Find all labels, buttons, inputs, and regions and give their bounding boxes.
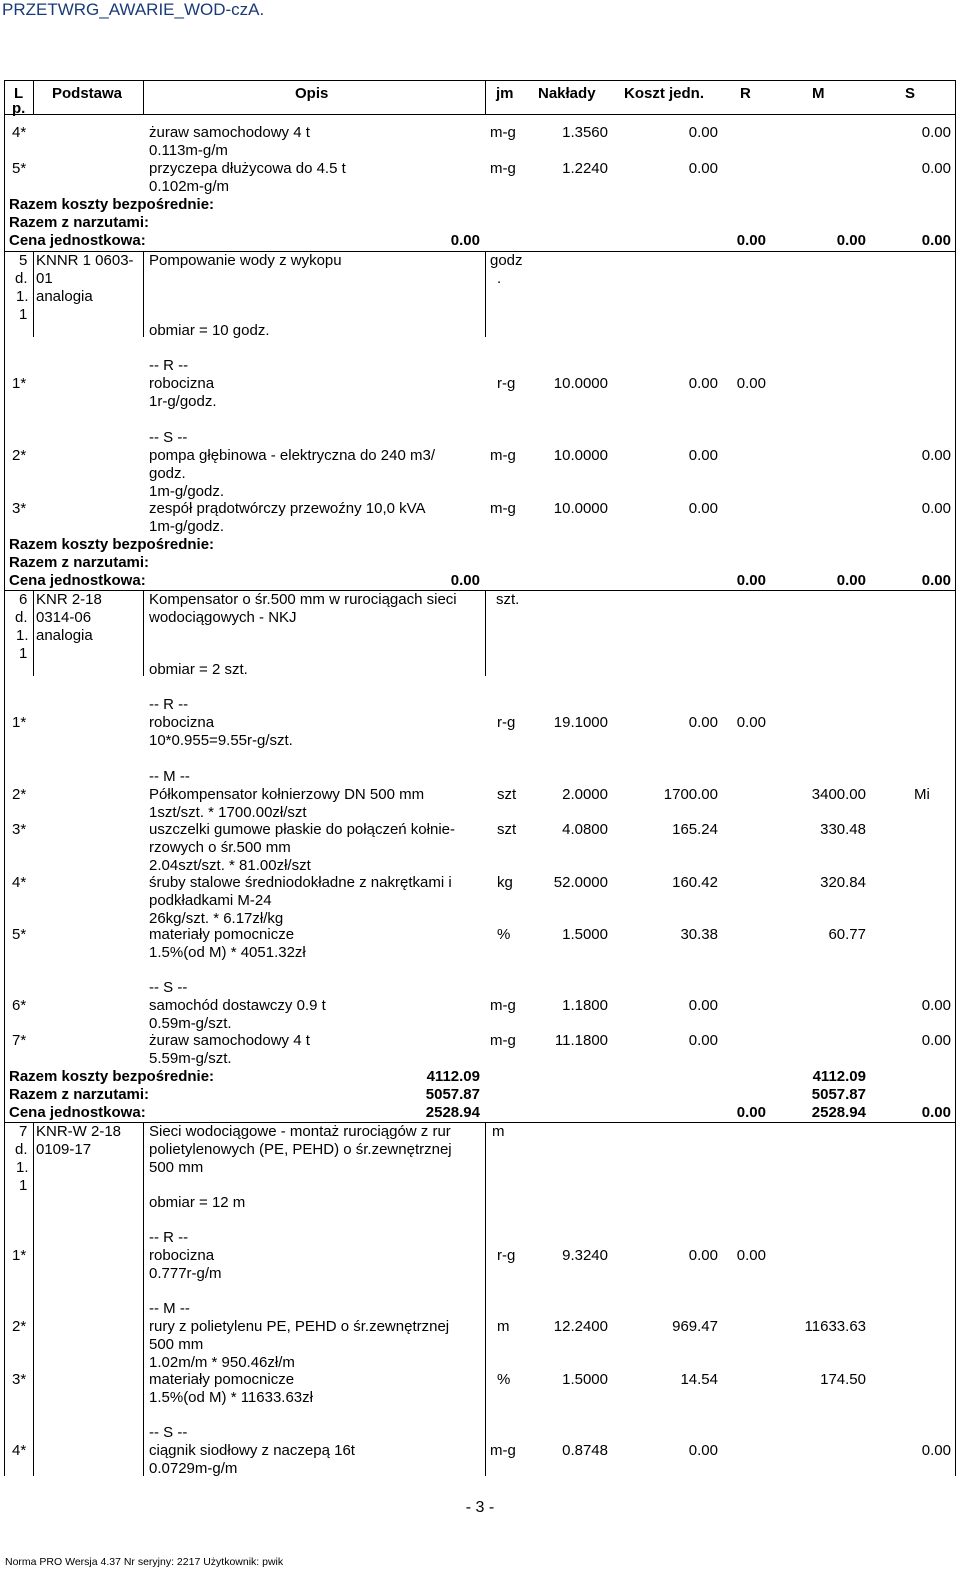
pos6-row1-no: 1* — [12, 714, 27, 731]
pos6-row7-koszt: 0.00 — [688, 1032, 718, 1049]
pos6-podstawa-1: KNR 2-18 — [36, 591, 102, 608]
pos6-section-s: -- S -- — [149, 979, 188, 996]
pos7-row1-opis-1: robocizna — [149, 1247, 215, 1264]
pos6-row2-no: 2* — [12, 786, 27, 803]
pos5-cena-label: Cena jednostkowa: — [9, 572, 146, 589]
header-m: M — [812, 85, 825, 102]
pos7-lp-1: 7 — [19, 1123, 28, 1140]
pos5-row3-no: 3* — [12, 500, 27, 517]
pos4-row5-koszt: 0.00 — [688, 160, 718, 177]
pos5-opis: Pompowanie wody z wykopu — [149, 252, 342, 269]
pos7-row3-m: 174.50 — [820, 1371, 866, 1388]
pos4-row5-opis-1: przyczepa dłużycowa do 4.5 t — [149, 160, 346, 177]
page-number: - 3 - — [465, 1499, 495, 1516]
pos5-row1-opis-2: 1r-g/godz. — [149, 393, 217, 410]
pos5-row1-r: 0.00 — [736, 375, 766, 392]
pos5-row3-koszt: 0.00 — [688, 500, 718, 517]
pos6-cena-m: 2528.94 — [811, 1104, 866, 1121]
pos7-section-m: -- M -- — [149, 1300, 190, 1317]
pos5-divider-opis — [485, 251, 486, 337]
pos6-row2-naklady: 2.0000 — [562, 786, 608, 803]
pos7-opis-2: polietylenowych (PE, PEHD) o śr.zewnętrznej — [149, 1141, 452, 1158]
pos7-row4-jm: m-g — [490, 1442, 516, 1459]
pos6-row4-koszt: 160.42 — [672, 874, 718, 891]
table-right-border — [955, 80, 956, 1476]
pos6-lp-3: 1. — [16, 627, 29, 644]
pos6-row7-naklady: 11.1800 — [554, 1032, 608, 1049]
pos5-razem-bezp-label: Razem koszty bezpośrednie: — [9, 536, 215, 553]
table-top-border — [4, 80, 956, 81]
pos7-row3-opis-2: 1.5%(od M) * 11633.63zł — [149, 1389, 313, 1406]
pos7-jm: m — [492, 1123, 505, 1140]
pos5-row3-naklady: 10.0000 — [553, 500, 608, 517]
pos7-divider-lp — [33, 1122, 34, 1476]
pos6-razem-bezp-label: Razem koszty bezpośrednie: — [9, 1068, 215, 1085]
pos5-cena-m: 0.00 — [836, 572, 866, 589]
pos6-row7-no: 7* — [12, 1032, 27, 1049]
pos5-row2-s: 0.00 — [921, 447, 951, 464]
pos7-section-r: -- R -- — [149, 1229, 189, 1246]
pos4-row5-no: 5* — [12, 160, 27, 177]
pos6-row3-opis-1: uszczelki gumowe płaskie do połączeń kołnie- — [149, 821, 455, 838]
pos6-divider-opis — [485, 590, 486, 676]
pos7-row4-koszt: 0.00 — [688, 1442, 718, 1459]
pos7-podstawa-1: KNR-W 2-18 — [36, 1123, 122, 1140]
pos4-razem-bezp-label: Razem koszty bezpośrednie: — [9, 196, 215, 213]
pos5-lp-4: 1 — [19, 306, 28, 323]
pos6-row5-no: 5* — [12, 926, 27, 943]
pos7-row4-s: 0.00 — [921, 1442, 951, 1459]
pos5-row1-opis-1: robocizna — [149, 375, 215, 392]
pos6-row7-opis-1: żuraw samochodowy 4 t — [149, 1032, 310, 1049]
pos6-razem-narz-label: Razem z narzutami: — [9, 1086, 150, 1103]
pos7-podstawa-2: 0109-17 — [36, 1141, 92, 1158]
pos6-row3-naklady: 4.0800 — [562, 821, 608, 838]
pos7-divider-podstawa — [143, 1122, 144, 1476]
pos6-row6-no: 6* — [12, 997, 27, 1014]
pos7-row3-jm: % — [497, 1371, 511, 1388]
pos6-row1-naklady: 19.1000 — [553, 714, 608, 731]
pos6-row4-opis-3: 26kg/szt. * 6.17zł/kg — [149, 910, 284, 927]
pos7-row3-opis-1: materiały pomocnicze — [149, 1371, 295, 1388]
header-r: R — [740, 85, 751, 102]
pos5-row2-opis-3: 1m-g/godz. — [149, 483, 225, 500]
pos6-row6-koszt: 0.00 — [688, 997, 718, 1014]
pos6-divider-podstawa — [143, 590, 144, 676]
pos6-row5-opis-2: 1.5%(od M) * 4051.32zł — [149, 944, 306, 961]
pos6-opis-2: wodociągowych - NKJ — [149, 609, 297, 626]
pos5-divider-podstawa — [143, 251, 144, 337]
pos6-row1-opis-2: 10*0.955=9.55r-g/szt. — [149, 732, 293, 749]
pos4-razem-narz-label: Razem z narzutami: — [9, 214, 150, 231]
pos5-podstawa-3: analogia — [36, 288, 93, 305]
pos5-row2-opis-2: godz. — [149, 465, 186, 482]
header-podstawa: Podstawa — [52, 85, 123, 102]
pos7-row2-naklady: 12.2400 — [553, 1318, 608, 1335]
pos6-row5-opis-1: materiały pomocnicze — [149, 926, 295, 943]
header-jm: jm — [496, 85, 514, 102]
header-lp-1: L — [14, 85, 24, 102]
pos6-row1-koszt: 0.00 — [688, 714, 718, 731]
pos7-row2-opis-3: 1.02m/m * 950.46zł/m — [149, 1354, 295, 1371]
pos5-row3-s: 0.00 — [921, 500, 951, 517]
pos7-row3-no: 3* — [12, 1371, 27, 1388]
separator-pos6 — [4, 590, 956, 591]
pos5-row1-naklady: 10.0000 — [553, 375, 608, 392]
pos4-row5-jm: m-g — [490, 160, 516, 177]
footer-info: Norma PRO Wersja 4.37 Nr seryjny: 2217 Użytkownik: pwik — [5, 1556, 284, 1568]
pos7-row2-m: 11633.63 — [804, 1318, 866, 1335]
pos6-row3-m: 330.48 — [820, 821, 866, 838]
pos7-row4-opis-2: 0.0729m-g/m — [149, 1460, 238, 1477]
pos6-row3-opis-2: rzowych o śr.500 mm — [149, 839, 291, 856]
pos6-row6-s: 0.00 — [921, 997, 951, 1014]
pos7-row1-no: 1* — [12, 1247, 27, 1264]
pos6-lp-4: 1 — [19, 645, 28, 662]
pos6-row3-jm: szt — [497, 821, 517, 838]
pos5-row2-koszt: 0.00 — [688, 447, 718, 464]
pos7-row4-opis-1: ciągnik siodłowy z naczepą 16t — [149, 1442, 355, 1459]
pos5-row3-jm: m-g — [490, 500, 516, 517]
pos6-row3-opis-3: 2.04szt/szt. * 81.00zł/szt — [149, 857, 311, 874]
pos6-row6-naklady: 1.1800 — [562, 997, 608, 1014]
pos5-cena-r: 0.00 — [736, 572, 766, 589]
pos6-lp-2: d. — [15, 609, 28, 626]
pos6-row5-jm: % — [497, 926, 511, 943]
pos5-podstawa-1: KNNR 1 0603- — [36, 252, 134, 269]
pos6-obmiar: obmiar = 2 szt. — [149, 661, 248, 678]
pos6-razem-bezp-total: 4112.09 — [426, 1068, 480, 1085]
pos7-row1-opis-2: 0.777r-g/m — [149, 1265, 222, 1282]
pos7-row1-koszt: 0.00 — [688, 1247, 718, 1264]
pos6-podstawa-3: analogia — [36, 627, 93, 644]
pos6-row6-opis-1: samochód dostawczy 0.9 t — [149, 997, 326, 1014]
pos5-row2-opis-1: pompa głębinowa - elektryczna do 240 m3/ — [149, 447, 435, 464]
pos6-row2-jm: szt — [497, 786, 517, 803]
pos6-row1-opis-1: robocizna — [149, 714, 215, 731]
pos7-row2-opis-2: 500 mm — [149, 1336, 204, 1353]
pos5-row2-no: 2* — [12, 447, 27, 464]
pos6-lp-1: 6 — [19, 591, 28, 608]
pos5-section-s: -- S -- — [149, 429, 188, 446]
pos7-row2-koszt: 969.47 — [672, 1318, 718, 1335]
pos5-jm-2: . — [497, 270, 502, 287]
document-title: PRZETWRG_AWARIE_WOD-czA. — [2, 0, 265, 19]
pos7-row4-no: 4* — [12, 1442, 27, 1459]
pos7-row1-jm: r-g — [497, 1247, 516, 1264]
pos5-lp-1: 5 — [19, 252, 28, 269]
pos4-row4-no: 4* — [12, 124, 27, 141]
pos6-row2-m: 3400.00 — [811, 786, 866, 803]
pos7-divider-opis — [485, 1122, 486, 1476]
pos6-cena-s: 0.00 — [921, 1104, 951, 1121]
pos7-row2-jm: m — [497, 1318, 510, 1335]
pos6-row2-opis-2: 1szt/szt. * 1700.00zł/szt — [149, 804, 307, 821]
pos7-row1-naklady: 9.3240 — [562, 1247, 608, 1264]
pos7-opis-3: 500 mm — [149, 1159, 204, 1176]
header-s: S — [905, 85, 916, 102]
pos7-row4-naklady: 0.8748 — [562, 1442, 608, 1459]
pos7-row2-no: 2* — [12, 1318, 27, 1335]
pos4-cena-total: 0.00 — [450, 232, 480, 249]
pos6-cena-total: 2528.94 — [425, 1104, 480, 1121]
pos7-lp-2: d. — [15, 1141, 28, 1158]
pos7-section-s: -- S -- — [149, 1424, 188, 1441]
pos6-row6-opis-2: 0.59m-g/szt. — [149, 1015, 232, 1032]
pos6-row5-koszt: 30.38 — [680, 926, 718, 943]
pos7-opis-1: Sieci wodociągowe - montaż rurociągów z rur — [149, 1123, 451, 1140]
pos6-jm: szt. — [496, 591, 520, 608]
pos5-obmiar: obmiar = 10 godz. — [149, 322, 270, 339]
header-divider-opis — [485, 80, 486, 114]
pos5-row1-koszt: 0.00 — [688, 375, 718, 392]
pos7-lp-3: 1. — [16, 1159, 29, 1176]
pos5-row3-opis-1: zespół prądotwórczy przewoźny 10,0 kVA — [149, 500, 426, 517]
pos5-row2-naklady: 10.0000 — [553, 447, 608, 464]
pos4-row5-opis-2: 0.102m-g/m — [149, 178, 230, 195]
pos7-lp-4: 1 — [19, 1177, 28, 1194]
pos6-cena-label: Cena jednostkowa: — [9, 1104, 146, 1121]
pos4-cena-label: Cena jednostkowa: — [9, 232, 146, 249]
pos4-row5-s: 0.00 — [921, 160, 951, 177]
pos6-row5-naklady: 1.5000 — [562, 926, 608, 943]
pos6-row3-koszt: 165.24 — [672, 821, 718, 838]
pos6-razem-bezp-m: 4112.09 — [812, 1068, 866, 1085]
pos7-row3-naklady: 1.5000 — [562, 1371, 608, 1388]
pos6-row2-koszt: 1700.00 — [663, 786, 718, 803]
pos5-jm-1: godz — [490, 252, 523, 269]
pos5-row2-jm: m-g — [490, 447, 516, 464]
pos5-divider-lp — [33, 251, 34, 337]
pos6-section-m: -- M -- — [149, 768, 190, 785]
pos6-row4-m: 320.84 — [820, 874, 866, 891]
pos7-row1-r: 0.00 — [736, 1247, 766, 1264]
pos5-lp-2: d. — [15, 270, 28, 287]
header-lp-2: p. — [12, 100, 26, 117]
pos6-row5-m: 60.77 — [828, 926, 866, 943]
pos6-section-r: -- R -- — [149, 696, 189, 713]
pos6-row2-opis-1: Półkompensator kołnierzowy DN 500 mm — [149, 786, 425, 803]
separator-pos5 — [4, 251, 956, 252]
header-divider-podstawa — [143, 80, 144, 114]
pos4-row4-jm: m-g — [490, 124, 516, 141]
pos4-row4-opis-2: 0.113m-g/m — [149, 142, 228, 159]
pos4-cena-m: 0.00 — [836, 232, 866, 249]
pos5-row1-jm: r-g — [497, 375, 516, 392]
pos6-row2-s: Mi — [914, 786, 930, 803]
separator-pos7 — [4, 1122, 956, 1123]
pos4-row4-koszt: 0.00 — [688, 124, 718, 141]
pos5-row1-no: 1* — [12, 375, 27, 392]
pos6-row7-jm: m-g — [490, 1032, 516, 1049]
pos6-row4-opis-1: śruby stalowe średniodokładne z nakrętkami i — [149, 874, 452, 891]
header-bottom-border — [4, 114, 956, 115]
pos5-row3-opis-2: 1m-g/godz. — [149, 518, 225, 535]
pos6-opis-1: Kompensator o śr.500 mm w rurociągach sieci — [149, 591, 457, 608]
pos6-row7-s: 0.00 — [921, 1032, 951, 1049]
pos4-row4-naklady: 1.3560 — [562, 124, 608, 141]
header-opis: Opis — [295, 85, 329, 102]
pos6-cena-r: 0.00 — [736, 1104, 766, 1121]
pos5-section-r: -- R -- — [149, 357, 189, 374]
pos6-razem-narz-total: 5057.87 — [425, 1086, 480, 1103]
pos5-podstawa-2: 01 — [36, 270, 53, 287]
header-divider-lp — [33, 80, 34, 114]
pos6-row3-no: 3* — [12, 821, 27, 838]
pos5-razem-narz-label: Razem z narzutami: — [9, 554, 150, 571]
pos6-podstawa-2: 0314-06 — [36, 609, 92, 626]
pos6-row1-r: 0.00 — [736, 714, 766, 731]
pos4-cena-s: 0.00 — [921, 232, 951, 249]
pos4-row4-s: 0.00 — [921, 124, 951, 141]
pos6-row6-jm: m-g — [490, 997, 516, 1014]
pos5-cena-total: 0.00 — [450, 572, 480, 589]
pos5-lp-3: 1. — [16, 288, 29, 305]
pos6-row1-jm: r-g — [497, 714, 516, 731]
pos4-row5-naklady: 1.2240 — [562, 160, 608, 177]
pos7-row2-opis-1: rury z polietylenu PE, PEHD o śr.zewnętrznej — [149, 1318, 450, 1335]
pos6-row4-naklady: 52.0000 — [553, 874, 608, 891]
pos6-row4-no: 4* — [12, 874, 27, 891]
table-left-border — [4, 80, 5, 1476]
pos4-row4-opis-1: żuraw samochodowy 4 t — [149, 124, 310, 141]
pos6-row4-jm: kg — [497, 874, 513, 891]
pos5-cena-s: 0.00 — [921, 572, 951, 589]
pos7-row3-koszt: 14.54 — [680, 1371, 718, 1388]
pos6-row4-opis-2: podkładkami M-24 — [149, 892, 272, 909]
pos4-cena-r: 0.00 — [736, 232, 766, 249]
pos7-obmiar: obmiar = 12 m — [149, 1194, 246, 1211]
header-koszt: Koszt jedn. — [624, 85, 705, 102]
pos6-razem-narz-m: 5057.87 — [811, 1086, 866, 1103]
header-naklady: Nakłady — [538, 85, 596, 102]
pos6-divider-lp — [33, 590, 34, 676]
pos6-row7-opis-2: 5.59m-g/szt. — [149, 1050, 232, 1067]
